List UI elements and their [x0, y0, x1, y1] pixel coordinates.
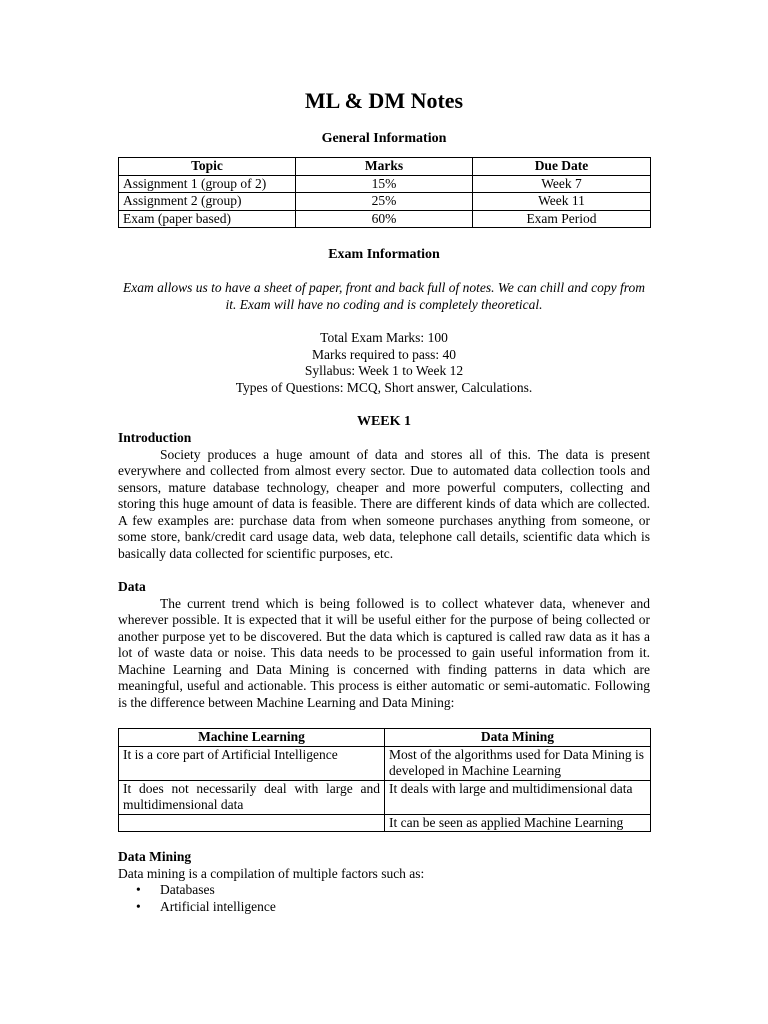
due-date-cell: Exam Period — [473, 210, 651, 228]
ml-cell: It is a core part of Artificial Intelligence — [119, 746, 385, 780]
bullet-icon: • — [136, 882, 141, 897]
table-row — [119, 746, 651, 780]
dm-cell: Most of the algorithms used for Data Mining is developed in Machine Learning — [385, 746, 651, 780]
general-info-table — [118, 157, 651, 228]
column-header-due-date: Due Date — [473, 158, 651, 176]
data-paragraph: The current trend which is being followed is to collect whatever data, whenever and wherever possible. It is expected that it will be useful either for the purpose of being collected or another purpose yet to be discovered. But the data which is captured is called raw data as it has a lot of waste data or noise. This data needs to be processed to gain useful information from it. Machine Learning and Data Mining is concerned with finding patterns in data which are meaningful, useful and actionable. This process is either automatic or semi-automatic. Following is the difference between Machine Learning and Data Mining: — [118, 595, 650, 710]
exam-fact-pass-marks: Marks required to pass: 40 — [312, 346, 456, 362]
column-header-marks: Marks — [296, 158, 473, 176]
data-mining-heading: Data Mining — [118, 849, 192, 864]
data-heading: Data — [118, 579, 146, 594]
exam-fact-question-types: Types of Questions: MCQ, Short answer, Calculations. — [235, 379, 533, 395]
table-header-row — [119, 729, 651, 747]
document-title: ML & DM Notes — [304, 88, 464, 113]
dm-cell: It can be seen as applied Machine Learning — [385, 814, 651, 832]
column-header-data-mining: Data Mining — [385, 729, 651, 747]
exam-facts — [118, 330, 650, 396]
exam-info-heading: Exam Information — [328, 247, 440, 262]
ml-vs-dm-table — [118, 728, 651, 832]
ml-cell: It does not necessarily deal with large and multidimensional data — [119, 780, 385, 814]
due-date-cell: Week 11 — [473, 193, 651, 211]
table-row — [119, 193, 651, 211]
exam-fact-syllabus: Syllabus: Week 1 to Week 12 — [304, 363, 464, 378]
week-1-heading: WEEK 1 — [356, 414, 412, 429]
introduction-paragraph: Society produces a huge amount of data and stores all of this. The data is present everywhere and collected from almost every sector. Due to automated data collection tools and sensors, mature database technology, cheaper and more powerful computers, collecting and storing this huge amount of data is feasible. There are different kinds of data which are collected. A few examples are: purchase data from when someone purchases anything from someone, or some store, bank/credit card usage data, web data, telephone call details, scientific data which is basically data collected for scientific purposes, etc. — [118, 446, 650, 561]
marks-cell: 25% — [296, 193, 473, 211]
table-header-row — [119, 158, 651, 176]
list-item-text: Artificial intelligence — [160, 898, 276, 914]
column-header-machine-learning: Machine Learning — [119, 729, 385, 747]
table-row — [119, 175, 651, 193]
list-item — [136, 898, 650, 916]
document-content — [118, 86, 650, 915]
dm-cell: It deals with large and multidimensional data — [385, 780, 651, 814]
exam-fact-total-marks: Total Exam Marks: 100 — [320, 330, 448, 345]
table-row — [119, 210, 651, 228]
table-row — [119, 814, 651, 832]
data-mining-factor-list — [118, 882, 650, 915]
topic-cell: Assignment 1 (group of 2) — [119, 175, 296, 193]
topic-cell: Exam (paper based) — [119, 210, 296, 228]
introduction-heading: Introduction — [118, 430, 192, 445]
marks-cell: 15% — [296, 175, 473, 193]
exam-note: Exam allows us to have a sheet of paper, front and back full of notes. We can chill and copy from it. Exam will have no coding and is completely theoretical. — [123, 280, 645, 312]
topic-cell: Assignment 2 (group) — [119, 193, 296, 211]
table-row — [119, 780, 651, 814]
marks-cell: 60% — [296, 210, 473, 228]
list-item-text: Databases — [160, 882, 215, 897]
due-date-cell: Week 7 — [473, 175, 651, 193]
general-info-heading: General Information — [321, 131, 447, 146]
bullet-icon: • — [136, 898, 141, 914]
column-header-topic: Topic — [119, 158, 296, 176]
list-item — [136, 882, 650, 899]
data-mining-intro: Data mining is a compilation of multiple factors such as: — [118, 865, 425, 881]
ml-cell — [119, 814, 385, 832]
